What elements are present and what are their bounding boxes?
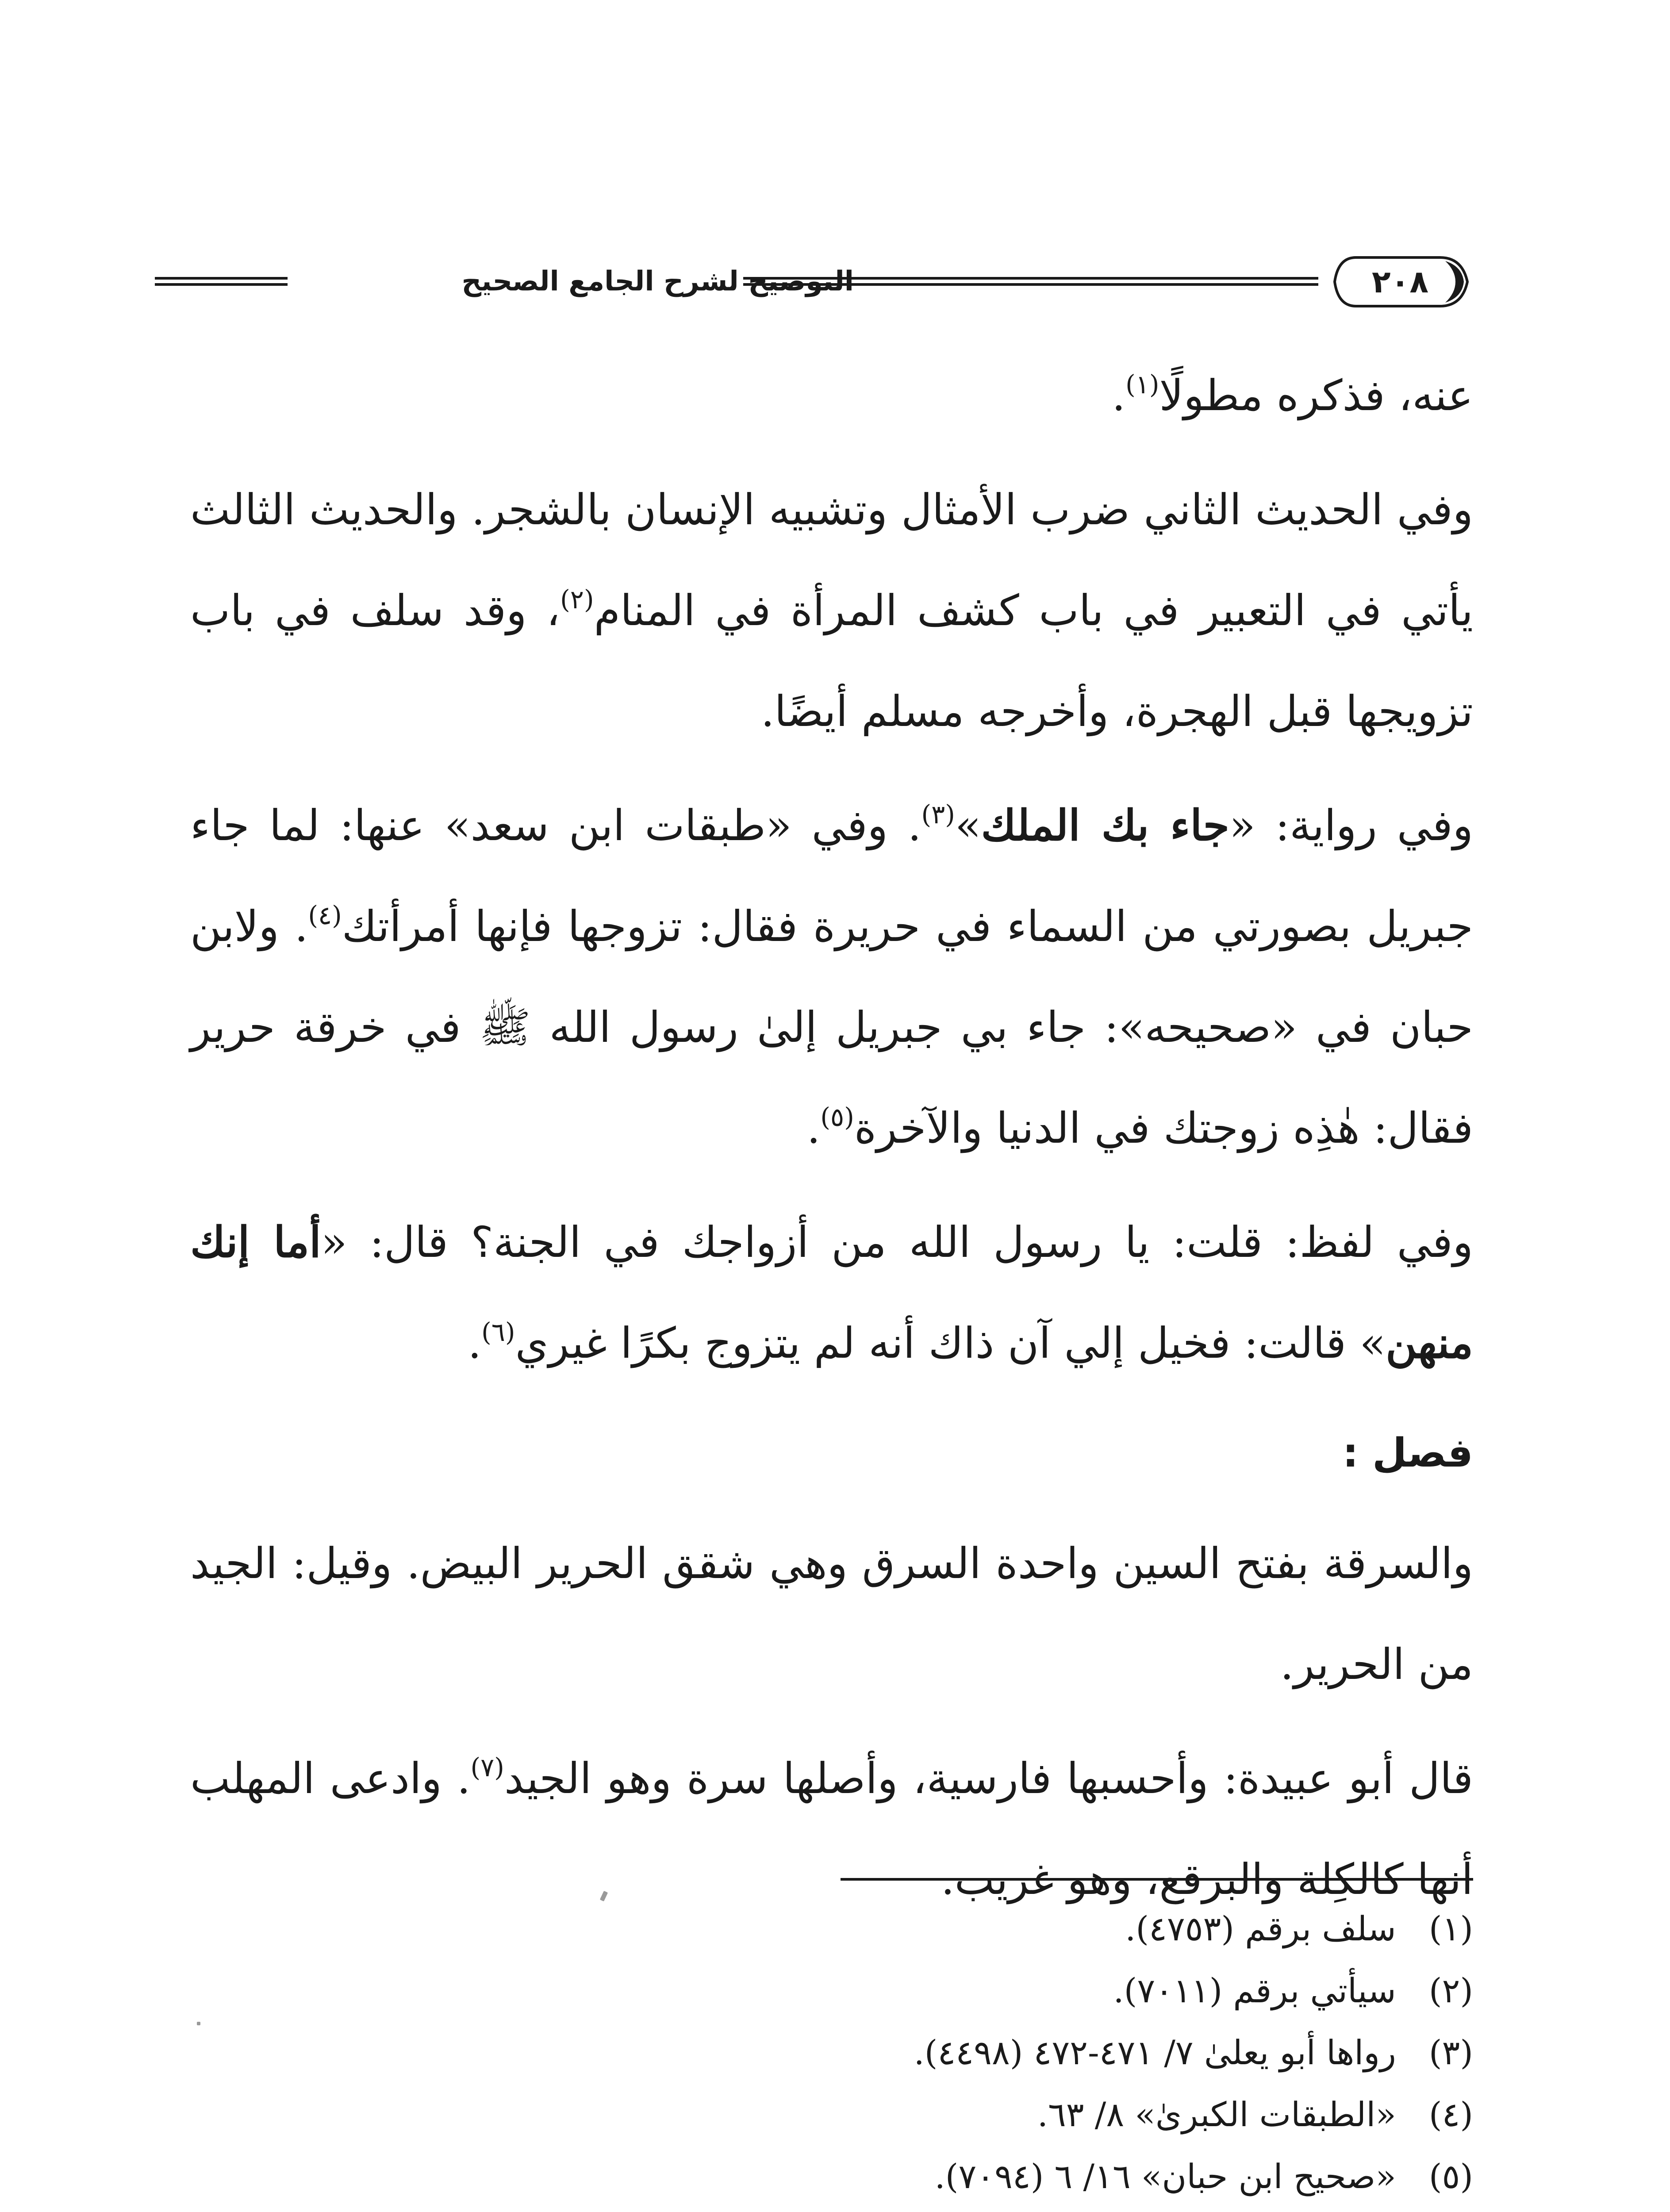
main-text [190,345,1473,1943]
footnote-item [190,1898,1473,1960]
footnote-text: «الطبقات الكبرىٰ» ٨/ ٦٣. [1037,2095,1396,2134]
paragraph-1 [190,345,1473,446]
footnote-item [190,2022,1473,2084]
text-span: . وادعى المهلب أنها كالكِلة والبرقع، وهو غريب. [190,1754,1473,1904]
footnotes-list [190,1898,1473,2212]
section-heading: فصل : [1342,1430,1473,1476]
text-span: . [468,1318,482,1368]
text-span: » [955,801,981,850]
footnote-number: (٣) [1428,2033,1473,2072]
paragraph-2 [190,459,1473,762]
footnote-text: رواها أبو يعلىٰ ٧/ ٤٧١-٤٧٢ (٤٤٩٨). [914,2033,1396,2072]
footnote-ref-5: (٥) [820,1102,854,1132]
footnote-number: (٢) [1428,1971,1473,2010]
footnote-text: سلف برقم (٤٧٥٣). [1125,1909,1396,1948]
book-title: التوضيح لشرح الجامع الصحيح [461,265,854,297]
text-span: . ولابن حبان في «صحيحه»: جاء بي جبريل إلىٰ رسول الله ﷺ في خرقة حرير فقال: هٰذِه زوجتك في الدنيا والآخرة [190,902,1473,1153]
text-span: عنه، فذكره مطولًا [1159,371,1473,420]
footnote-ref-7: (٧) [470,1752,504,1782]
footnote-item [190,1960,1473,2022]
paragraph-3 [190,775,1473,1179]
text-span: » قالت: فخيل إلي آن ذاك أنه لم يتزوج بكرًا غيري [515,1318,1386,1368]
footnote-ref-6: (٦) [481,1317,515,1347]
text-span: قال أبو عبيدة: وأحسبها فارسية، وأصلها سرة وهو الجيد [504,1754,1474,1803]
bold-quote: أما إنك منهن [190,1217,1473,1368]
text-span: وفي لفظ: قلت: يا رسول الله من أزواجك في الجنة؟ قال: « [321,1217,1474,1267]
footnote-separator [841,1878,1473,1881]
footnote-item [190,2084,1473,2146]
page-number: ٢٠٨ [1371,264,1429,300]
text-span: . وفي «طبقات ابن سعد» عنها: لما جاء جبريل بصورتي من السماء في حريرة فقال: تزوجها فإنها أمرأتك [190,801,1473,951]
footnote-text: سيأتي برقم (٧٠١١). [1113,1971,1396,2010]
footnote-number [1407,2208,1473,2212]
footnote-number: (٥) [1428,2157,1473,2196]
scan-speck [197,2022,200,2025]
text-span: . [806,1103,821,1153]
text-span: وفي رواية: « [1229,801,1474,850]
footnote-item [190,2146,1473,2208]
footnote-ref-1: (١) [1125,369,1159,399]
footnote-number: (٤) [1428,2095,1473,2134]
page-number-badge [1329,253,1471,311]
paragraph-4 [190,1192,1473,1394]
footnote-text: «صحيح ابن حبان» ١٦/ ٦ (٧٠٩٤). [934,2157,1396,2196]
footnote-ref-4: (٤) [308,900,342,930]
footnote-item [190,2208,1473,2212]
text-span: . [1112,371,1126,420]
paragraph-5: والسرقة بفتح السين واحدة السرق وهي شقق الحرير البيض. وقيل: الجيد من الحرير. [190,1539,1473,1689]
header-rule-left [155,277,288,286]
footnote-ref-2: (٢) [560,584,594,614]
running-header [155,248,1482,314]
footnote-number: (١) [1428,1909,1473,1948]
text-span: ، وقد سلف في باب تزويجها قبل الهجرة، وأخرجه مسلم أيضًا. [190,586,1473,736]
text-span: وفي الحديث الثاني ضرب الأمثال وتشبيه الإنسان بالشجر. والحديث الثالث يأتي في التعبير في باب كشف المرأة في المنام [190,485,1474,635]
footnote-ref-3: (٣) [921,799,955,830]
bold-quote: جاء بك الملك [981,800,1230,850]
header-rule-middle [743,277,1318,286]
